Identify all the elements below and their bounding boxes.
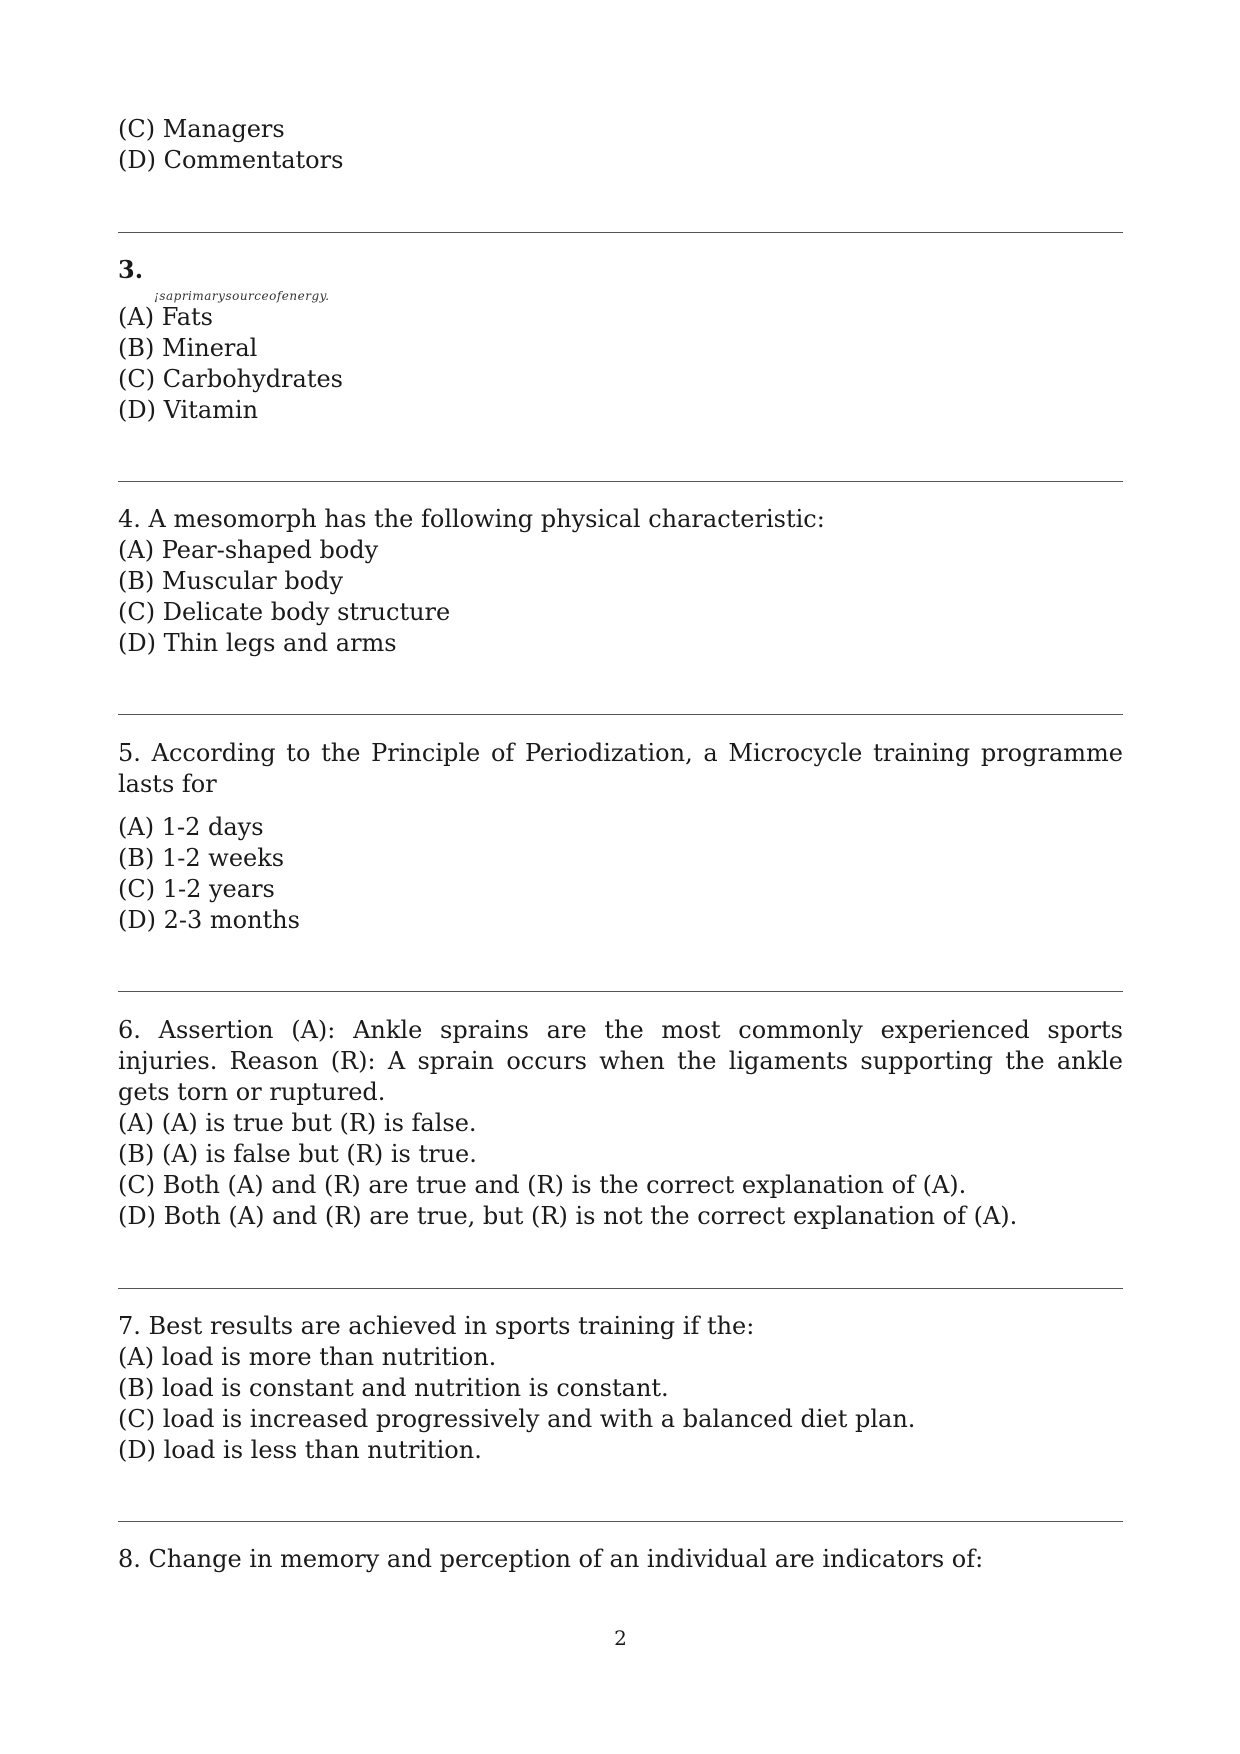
divider xyxy=(118,481,1123,482)
option-a: (A) Pear-shaped body xyxy=(118,536,379,564)
question-8 xyxy=(118,1544,1123,1575)
divider xyxy=(118,232,1123,233)
option-d: (D) Thin legs and arms xyxy=(118,629,397,657)
question-text: 5. According to the Principle of Periodization, a Microcycle training programme lasts for xyxy=(118,739,1123,798)
question-3 xyxy=(118,254,1123,285)
question-3-options xyxy=(118,302,1123,426)
option-a: (A) 1-2 days xyxy=(118,813,264,841)
option-c: (C) Both (A) and (R) are true and (R) is the correct explanation of (A). xyxy=(118,1171,967,1199)
option-d: (D) Both (A) and (R) are true, but (R) is not the correct explanation of (A). xyxy=(118,1202,1018,1230)
option-a: (A) load is more than nutrition. xyxy=(118,1343,497,1371)
question-text: 4. A mesomorph has the following physical characteristic: xyxy=(118,505,825,533)
option-b: (B) 1-2 weeks xyxy=(118,844,285,872)
option-c: (C) Delicate body structure xyxy=(118,598,451,626)
option-a: (A) Fats xyxy=(118,303,213,331)
option-c: (C) Managers xyxy=(118,115,285,143)
divider xyxy=(118,1521,1123,1522)
option-d: (D) Vitamin xyxy=(118,396,259,424)
option-b: (B) (A) is false but (R) is true. xyxy=(118,1140,477,1168)
question-4 xyxy=(118,504,1123,659)
option-b: (B) load is constant and nutrition is constant. xyxy=(118,1374,669,1402)
option-d: (D) Commentators xyxy=(118,146,344,174)
option-d: (D) 2-3 months xyxy=(118,906,300,934)
option-c: (C) Carbohydrates xyxy=(118,365,343,393)
question-7 xyxy=(118,1311,1123,1466)
option-c: (C) load is increased progressively and with a balanced diet plan. xyxy=(118,1405,916,1433)
option-c: (C) 1-2 years xyxy=(118,875,275,903)
option-b: (B) Muscular body xyxy=(118,567,344,595)
option-a: (A) (A) is true but (R) is false. xyxy=(118,1109,477,1137)
question-text: 7. Best results are achieved in sports training if the: xyxy=(118,1312,755,1340)
question-text: 6. Assertion (A): Ankle sprains are the most commonly experienced sports injuries. Reason (R): A sprain occurs when the ligaments supporting the ankle gets torn or ruptured. xyxy=(118,1016,1123,1106)
garbled-question-text: ¡saprimarysourceofenergy. xyxy=(154,289,330,303)
question-number: 3. xyxy=(118,255,144,284)
option-d: (D) load is less than nutrition. xyxy=(118,1436,482,1464)
question-2-options xyxy=(118,114,1123,176)
question-text: 8. Change in memory and perception of an individual are indicators of: xyxy=(118,1545,984,1573)
exam-page xyxy=(118,0,1123,1754)
question-5 xyxy=(118,738,1123,936)
divider xyxy=(118,714,1123,715)
option-b: (B) Mineral xyxy=(118,334,258,362)
page-number: 2 xyxy=(614,1626,627,1650)
question-6 xyxy=(118,1015,1123,1232)
divider xyxy=(118,1288,1123,1289)
divider xyxy=(118,991,1123,992)
